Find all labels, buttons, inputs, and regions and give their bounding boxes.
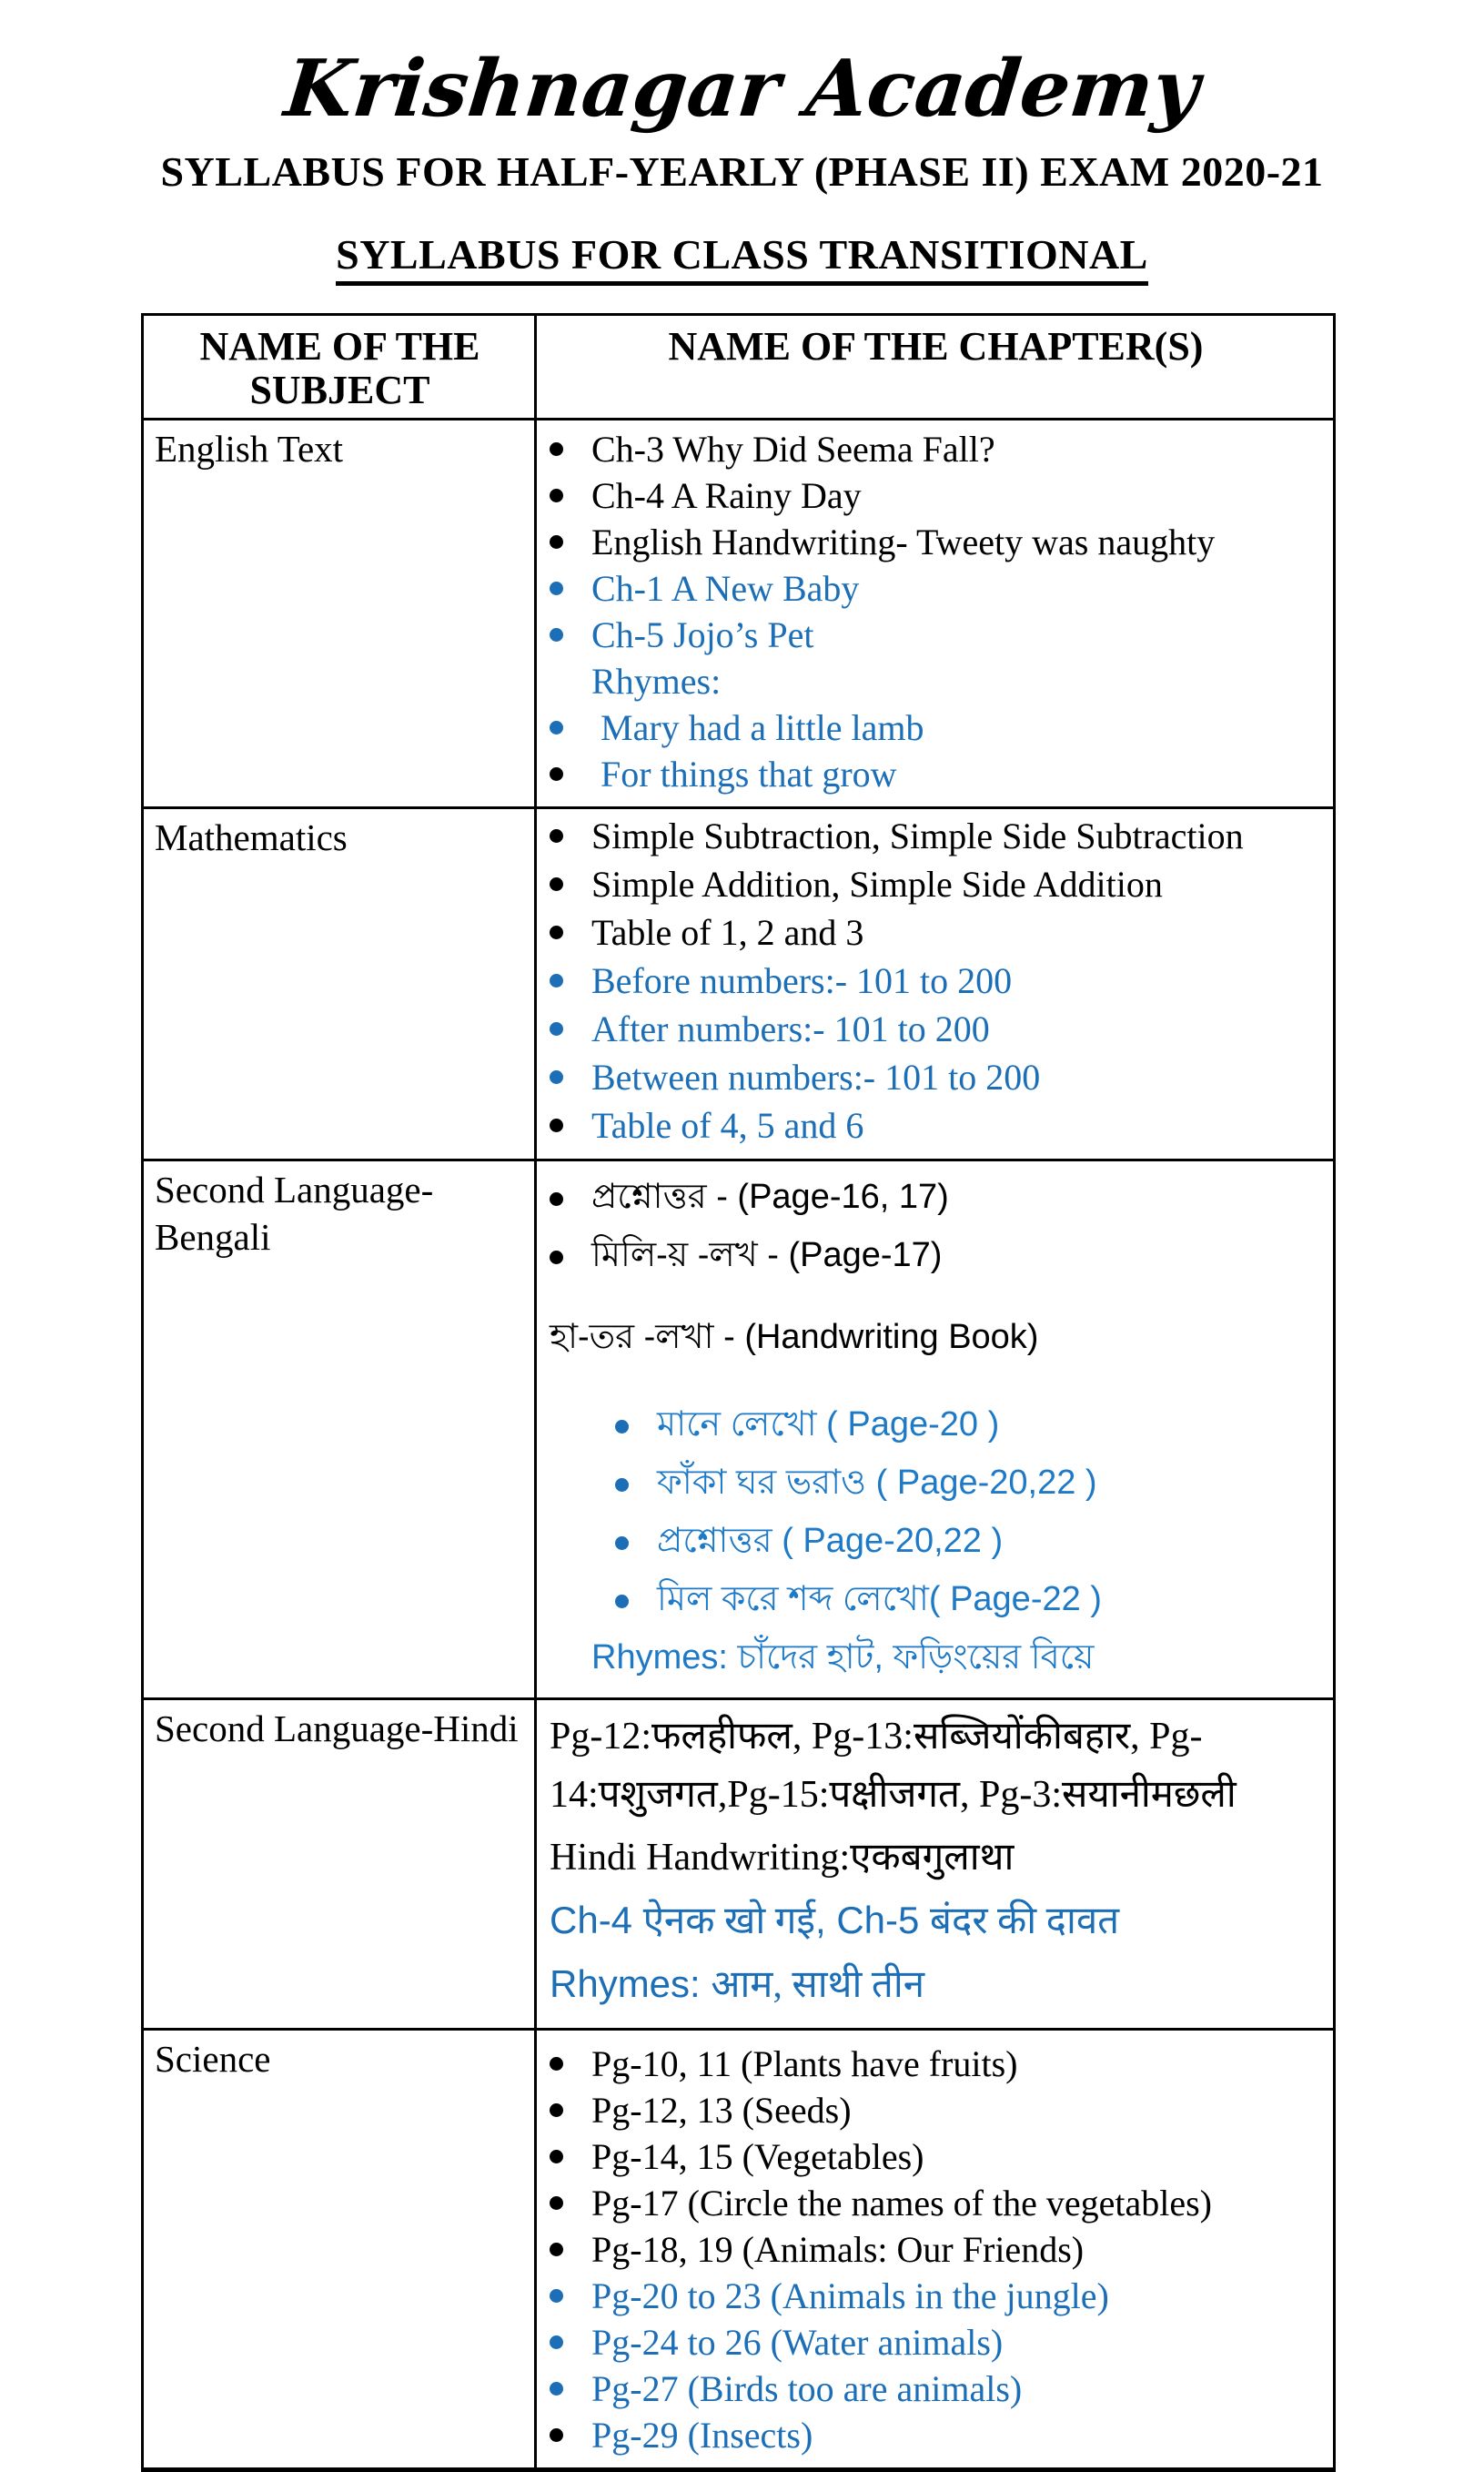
chapters-cell [537, 2031, 1333, 2467]
chapter-item-text [591, 428, 995, 471]
text-segment: , Pg-13: [792, 1716, 914, 1758]
text-segment: Pg-14, 15 (Vegetables) [591, 2136, 924, 2177]
text-segment: (Handwriting Book) [744, 1318, 1038, 1356]
text-segment: फलहीफल [651, 1716, 792, 1758]
chapter-item [550, 1707, 1322, 1824]
bullet-icon [550, 974, 591, 988]
chapter-item-text [591, 521, 1215, 563]
chapter-item-text [591, 1104, 863, 1147]
chapter-item-text [550, 1837, 1014, 1879]
bullet-icon [550, 2335, 591, 2349]
chapter-item-text [550, 1900, 1119, 1942]
subject-cell: Mathematics [144, 809, 537, 1159]
bullet-icon [550, 1251, 591, 1264]
text-segment: Pg-27 (Birds too are animals) [591, 2368, 1022, 2409]
table-row [144, 418, 1333, 806]
text-segment: Pg-20 to 23 (Animals in the jungle) [591, 2275, 1109, 2316]
chapter-item-text [591, 753, 897, 795]
chapter-item-text [591, 863, 1163, 906]
bullet-icon [550, 721, 591, 735]
text-segment: Ch-1 A New Baby [591, 568, 859, 609]
text-segment: ( Page-20,22 ) [782, 1522, 1003, 1560]
chapter-item-text [591, 911, 863, 954]
chapter-item [550, 1228, 1322, 1286]
chapter-item-text [657, 1397, 999, 1455]
chapter-item [550, 1101, 1322, 1150]
text-segment: Between numbers:- 101 to 200 [591, 1057, 1040, 1098]
text-segment: হা-তর -লখা - [550, 1318, 744, 1356]
chapter-item-text [591, 2367, 1022, 2410]
table-body [144, 418, 1333, 2467]
text-segment: Rhymes: [591, 1638, 737, 1677]
text-segment: Ch-4 A Rainy Day [591, 475, 862, 516]
chapter-item-text [550, 1310, 1038, 1368]
bullet-icon [550, 2382, 591, 2396]
chapter-item-text [591, 2228, 1084, 2271]
chapter-item-text [657, 1572, 1102, 1630]
text-segment: , Pg-3: [960, 1774, 1062, 1816]
table-row [144, 806, 1333, 1159]
chapter-item [550, 1170, 1322, 1228]
school-name: Krishnagar Academy [0, 40, 1484, 138]
chapter-item-text [591, 959, 1012, 1002]
chapter-item-text [550, 1964, 924, 2006]
table-row [144, 1159, 1333, 1697]
text-segment: Rhymes: [550, 1962, 711, 2005]
chapter-item [550, 1310, 1322, 1368]
chapter-item [550, 2041, 1322, 2087]
chapter-item [591, 658, 1322, 704]
chapter-item [550, 519, 1322, 565]
text-segment: English Handwriting- Tweety was naughty [591, 522, 1215, 562]
chapter-item [550, 426, 1322, 472]
text-segment: Table of 4, 5 and 6 [591, 1105, 863, 1146]
subject-cell: Science [144, 2031, 537, 2467]
exam-title: SYLLABUS FOR HALF-YEARLY (PHASE II) EXAM 2020-21 [0, 147, 1484, 196]
subject-cell: Second Language-Bengali [144, 1161, 537, 1697]
bullet-icon [615, 1420, 657, 1434]
chapter-item-text [591, 474, 862, 517]
text-segment: Before numbers:- 101 to 200 [591, 960, 1012, 1001]
chapter-item [550, 565, 1322, 612]
text-segment: ( Page-20 ) [826, 1405, 999, 1444]
bullet-icon [550, 2196, 591, 2210]
chapter-item [550, 704, 1322, 751]
bullet-icon [550, 767, 591, 781]
text-segment: Ch-4 [550, 1899, 643, 1941]
text-segment: (Page-16, 17) [737, 1178, 948, 1216]
text-segment: आम, साथी तीन [711, 1964, 924, 2006]
chapter-item [550, 1053, 1322, 1101]
chapter-item-text [591, 2042, 1017, 2085]
text-segment: Hindi Handwriting: [550, 1837, 850, 1879]
bullet-icon [550, 2243, 591, 2256]
text-segment: Table of 1, 2 and 3 [591, 912, 863, 953]
syllabus-page [0, 40, 1484, 2472]
text-segment: মিলি-য় -লখ - [591, 1236, 788, 1274]
text-segment: For things that grow [591, 754, 897, 795]
chapter-item [550, 2226, 1322, 2273]
bullet-icon [550, 2289, 591, 2303]
text-segment: ফাঁকা ঘর ভরাও [657, 1464, 876, 1502]
text-segment: Pg-12, 13 (Seeds) [591, 2090, 852, 2131]
chapter-item [550, 1829, 1322, 1887]
chapter-item [550, 612, 1322, 658]
chapter-item-text [591, 1008, 990, 1050]
chapters-cell [537, 1161, 1333, 1697]
subject-cell: Second Language-Hindi [144, 1700, 537, 2028]
text-segment: सयानीमछली [1062, 1774, 1237, 1816]
column-header-chapters: NAME OF THE CHAPTER(S) [537, 316, 1333, 419]
text-segment: Pg-17 (Circle the names of the vegetables) [591, 2183, 1212, 2224]
chapter-item [591, 1630, 1322, 1688]
chapter-item-text [591, 1056, 1040, 1099]
bullet-icon [550, 926, 591, 939]
text-segment: Ch-3 Why Did Seema Fall? [591, 429, 995, 470]
bullet-icon [550, 2057, 591, 2071]
chapter-item [615, 1572, 1322, 1630]
bullet-icon [550, 1022, 591, 1036]
chapter-item [550, 2133, 1322, 2180]
text-segment: ( Page-22 ) [929, 1580, 1102, 1618]
bullet-icon [550, 628, 591, 642]
bullet-icon [550, 582, 591, 595]
bullet-icon [550, 1119, 591, 1132]
chapter-item [550, 860, 1322, 908]
chapter-item [550, 957, 1322, 1005]
table-header-row [144, 316, 1333, 419]
chapter-item-text [591, 1630, 1094, 1688]
chapter-item [550, 812, 1322, 860]
bullet-icon [550, 535, 591, 549]
class-title-wrap [0, 230, 1484, 286]
chapter-item [550, 2319, 1322, 2366]
chapter-item-text [550, 1716, 1237, 1816]
text-segment: প্রশ্নোত্তর - [591, 1178, 737, 1216]
table-row [144, 1697, 1333, 2028]
text-segment: , Pg-14: [550, 1716, 1203, 1816]
chapter-item-text [591, 2414, 813, 2457]
chapter-item-text [591, 567, 859, 610]
text-segment: Simple Subtraction, Simple Side Subtraction [591, 816, 1244, 856]
bullet-icon [615, 1478, 657, 1492]
text-segment: Mary had a little lamb [591, 707, 924, 748]
chapter-item [550, 2412, 1322, 2458]
text-segment: Pg-10, 11 (Plants have fruits) [591, 2043, 1017, 2084]
chapter-item-text [591, 2089, 852, 2132]
chapter-item [550, 908, 1322, 957]
chapters-cell [537, 1700, 1333, 2028]
chapter-item [550, 751, 1322, 797]
table-row [144, 2028, 1333, 2467]
bullet-icon [550, 2103, 591, 2117]
syllabus-table [141, 313, 1336, 2472]
chapter-item [550, 2366, 1322, 2412]
text-segment: মিল করে শব্দ লেখো [657, 1580, 929, 1618]
text-segment: প্রশ্নোত্তর [657, 1522, 782, 1560]
text-segment: पशुजगत [599, 1774, 718, 1816]
chapter-item [550, 1891, 1322, 1950]
text-segment: Pg-12: [550, 1716, 651, 1758]
chapter-item [615, 1514, 1322, 1572]
text-segment: ऐनक खो गई [643, 1900, 815, 1942]
bullet-icon [550, 877, 591, 891]
chapter-item [550, 472, 1322, 519]
chapter-item [550, 2087, 1322, 2133]
chapters-cell [537, 809, 1333, 1159]
text-segment: After numbers:- 101 to 200 [591, 1008, 990, 1049]
chapter-item [615, 1397, 1322, 1455]
chapter-item-text [591, 613, 813, 656]
chapter-item [550, 2180, 1322, 2226]
chapter-item-text [591, 815, 1244, 857]
text-segment: চাঁদের হাট, ফড়িংয়ের বিয়ে [737, 1638, 1094, 1677]
chapter-item-text [591, 2182, 1212, 2224]
chapter-item-text [591, 706, 924, 749]
text-segment: बंदर की दावत [930, 1900, 1119, 1942]
chapter-item [550, 1955, 1322, 2014]
text-segment: Pg-29 (Insects) [591, 2415, 813, 2456]
bullet-icon [550, 2150, 591, 2163]
chapter-item-text [591, 2321, 1003, 2364]
bullet-icon [615, 1595, 657, 1608]
text-segment: Ch-5 Jojo’s Pet [591, 614, 813, 655]
bullet-icon [550, 442, 591, 456]
chapter-item-text [591, 2274, 1109, 2317]
bullet-icon [615, 1536, 657, 1550]
text-segment: (Page-17) [788, 1236, 942, 1274]
chapter-item-text [591, 660, 721, 703]
text-segment: ,Pg-15: [718, 1774, 830, 1816]
chapter-item [615, 1455, 1322, 1514]
text-segment: , Ch-5 [815, 1899, 930, 1941]
chapter-item-text [591, 1228, 942, 1286]
text-segment: ( Page-20,22 ) [876, 1464, 1097, 1502]
bullet-icon [550, 1192, 591, 1206]
text-segment: Simple Addition, Simple Side Addition [591, 864, 1163, 905]
bullet-icon [550, 1070, 591, 1084]
text-segment: सब्जियोंकीबहार [914, 1716, 1130, 1758]
class-title: SYLLABUS FOR CLASS TRANSITIONAL [336, 230, 1148, 286]
chapter-item-text [657, 1514, 1003, 1572]
text-segment: Rhymes: [591, 661, 721, 702]
text-segment: Pg-24 to 26 (Water animals) [591, 2322, 1003, 2363]
chapters-cell [537, 420, 1333, 806]
bullet-icon [550, 829, 591, 843]
bullet-icon [550, 2428, 591, 2442]
chapter-item [550, 1005, 1322, 1053]
text-segment: एकबगुलाथा [850, 1837, 1014, 1879]
chapter-item-text [657, 1455, 1097, 1514]
column-header-subject: NAME OF THE SUBJECT [144, 316, 537, 419]
text-segment: মানে লেখো [657, 1405, 826, 1444]
text-segment: Pg-18, 19 (Animals: Our Friends) [591, 2229, 1084, 2270]
bullet-icon [550, 489, 591, 502]
subject-cell: English Text [144, 420, 537, 806]
text-segment: पक्षीजगत [829, 1774, 960, 1816]
chapter-item [550, 2273, 1322, 2319]
chapter-item-text [591, 1170, 949, 1228]
chapter-item-text [591, 2135, 924, 2178]
